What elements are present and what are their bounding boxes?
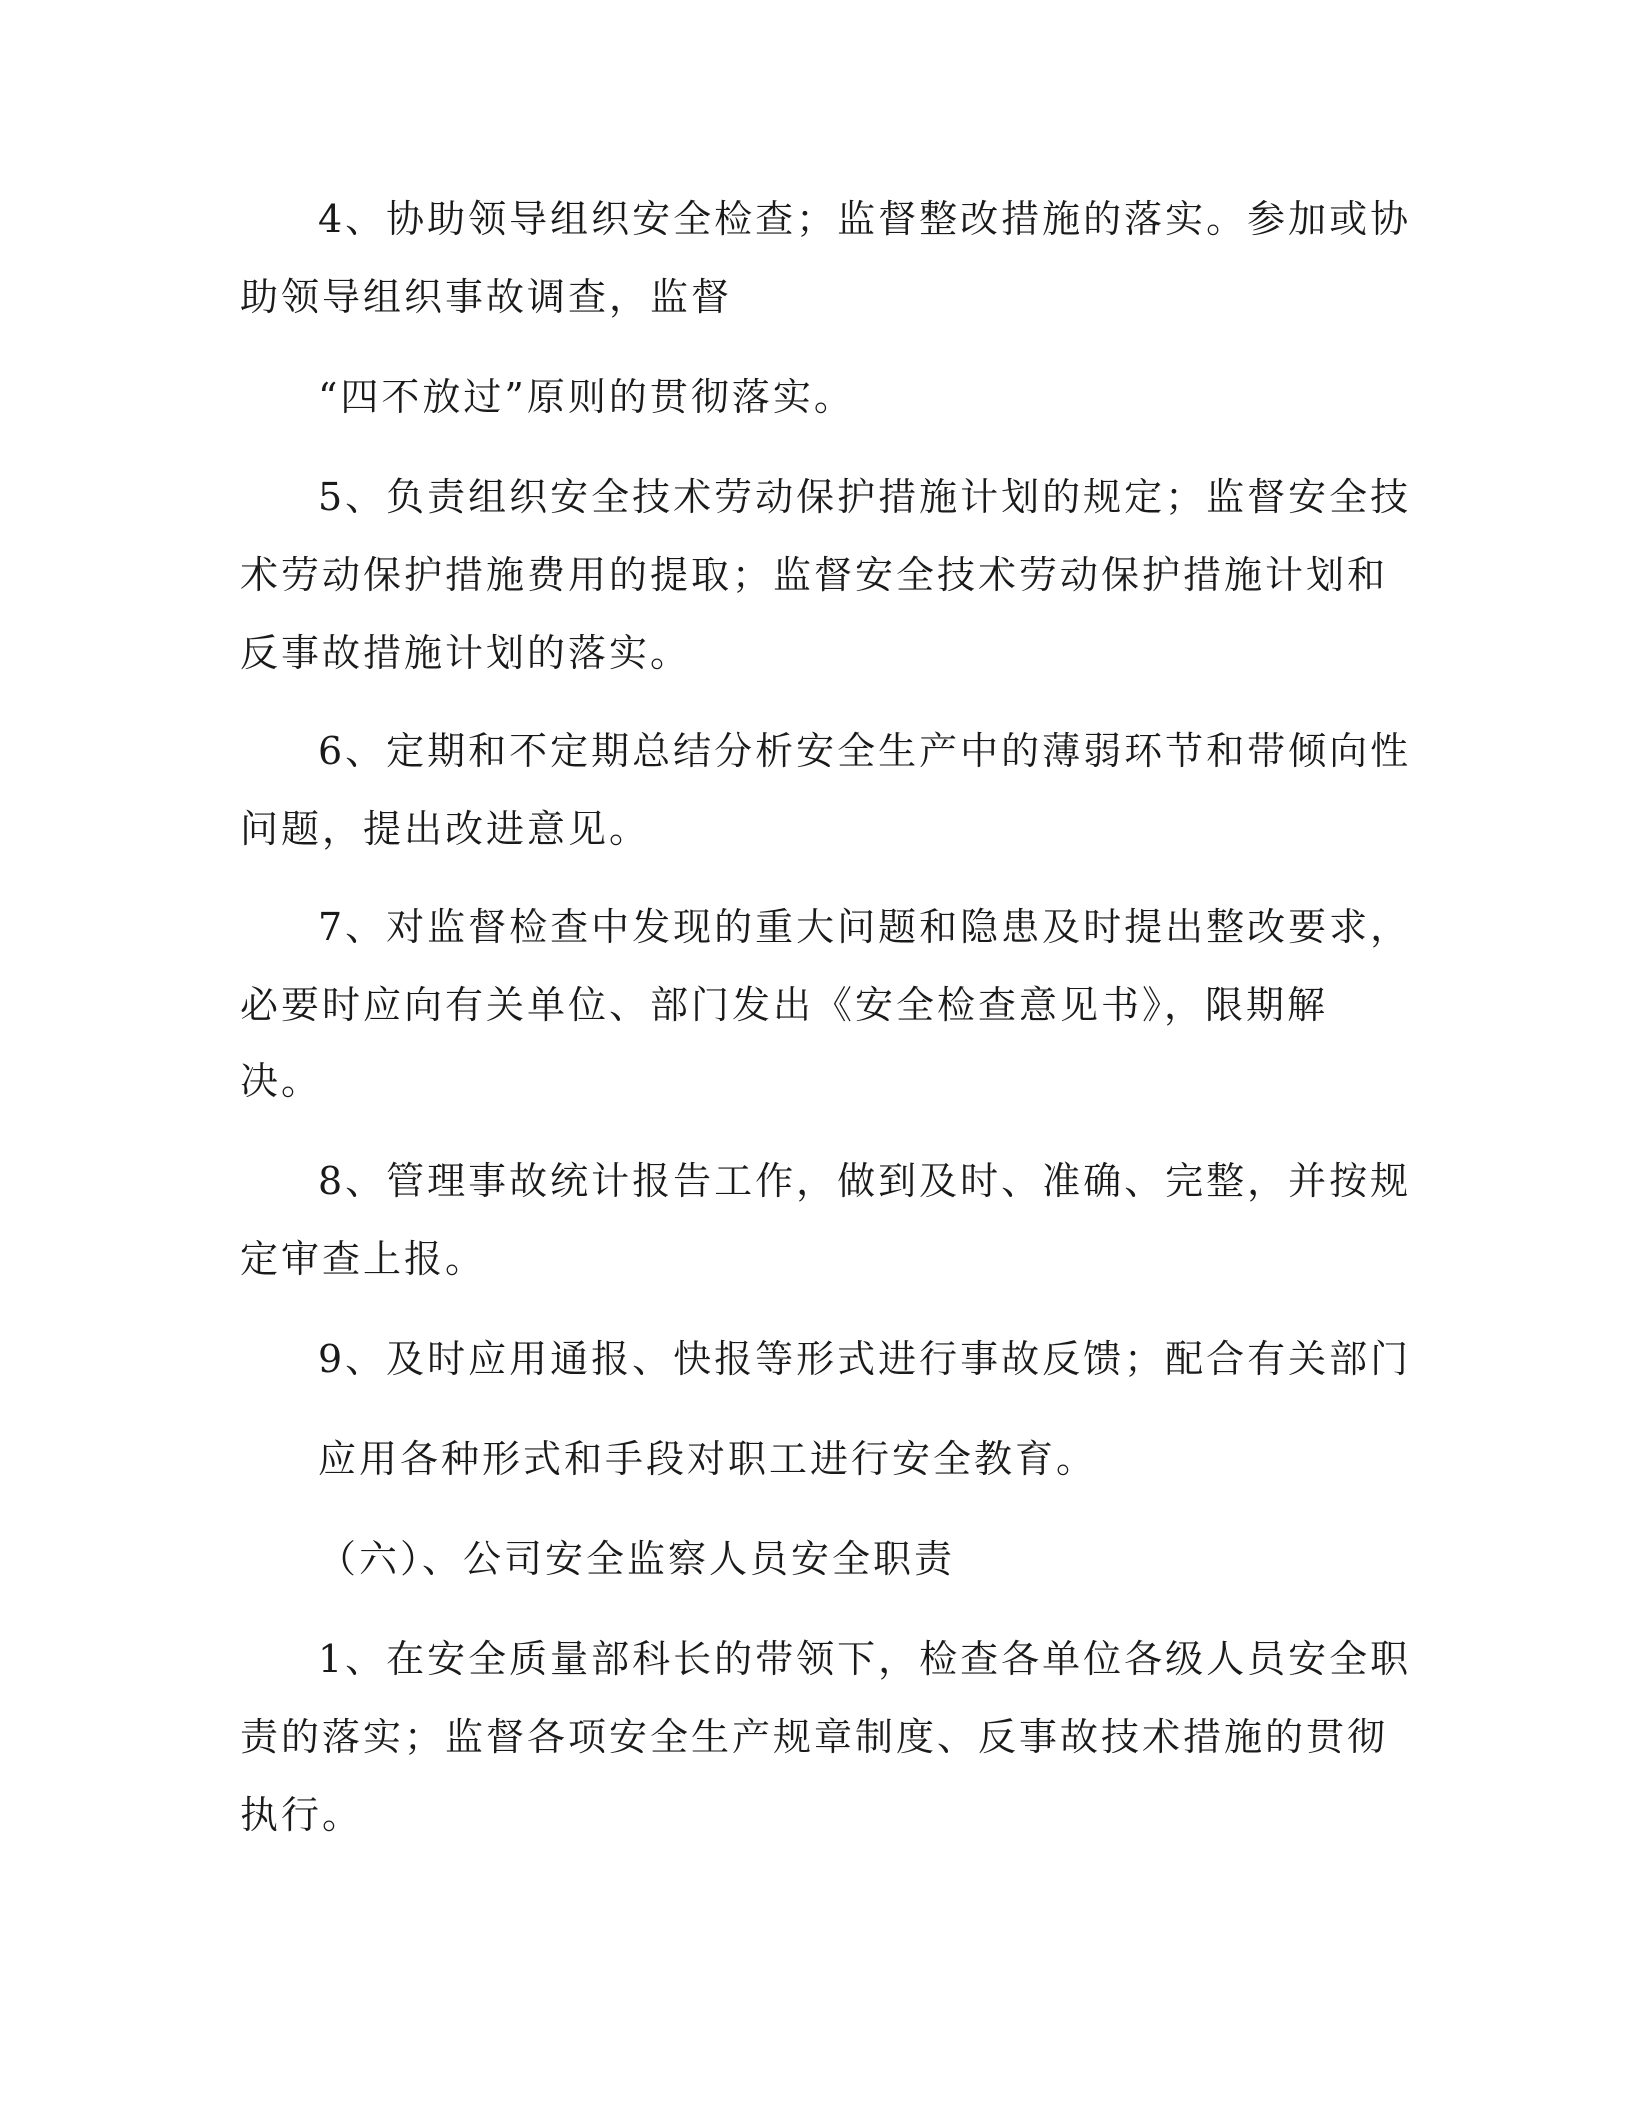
text-line: 4、协助领导组织安全检查；监督整改措施的落实。参加或协 xyxy=(318,197,1412,241)
text-line: 应用各种形式和手段对职工进行安全教育。 xyxy=(318,1437,1098,1481)
text-line: 执行。 xyxy=(240,1793,364,1837)
text-line: 决。 xyxy=(240,1059,323,1103)
section-heading: （六）、公司安全监察人员安全职责 xyxy=(318,1537,956,1581)
text-line: 8、管理事故统计报告工作，做到及时、准确、完整，并按规 xyxy=(318,1159,1412,1203)
text-line: 7、对监督检查中发现的重大问题和隐患及时提出整改要求， xyxy=(318,905,1412,949)
text-line: 助领导组织事故调查，监督 xyxy=(240,275,733,319)
text-line: 定审查上报。 xyxy=(240,1237,487,1281)
text-line: 问题，提出改进意见。 xyxy=(240,807,651,851)
text-line: 1、在安全质量部科长的带领下，检查各单位各级人员安全职 xyxy=(318,1637,1412,1681)
text-line: 反事故措施计划的落实。 xyxy=(240,631,692,675)
text-line: 责的落实；监督各项安全生产规章制度、反事故技术措施的贯彻 xyxy=(240,1715,1389,1759)
text-line: 5、负责组织安全技术劳动保护措施计划的规定；监督安全技 xyxy=(318,475,1412,519)
text-line: 9、及时应用通报、快报等形式进行事故反馈；配合有关部门 xyxy=(318,1337,1412,1381)
text-line: 必要时应向有关单位、部门发出《安全检查意见书》，限期解 xyxy=(240,983,1329,1027)
text-line: “四不放过”原则的贯彻落实。 xyxy=(318,375,855,419)
text-line: 术劳动保护措施费用的提取；监督安全技术劳动保护措施计划和 xyxy=(240,553,1389,597)
text-line: 6、定期和不定期总结分析安全生产中的薄弱环节和带倾向性 xyxy=(318,729,1412,773)
